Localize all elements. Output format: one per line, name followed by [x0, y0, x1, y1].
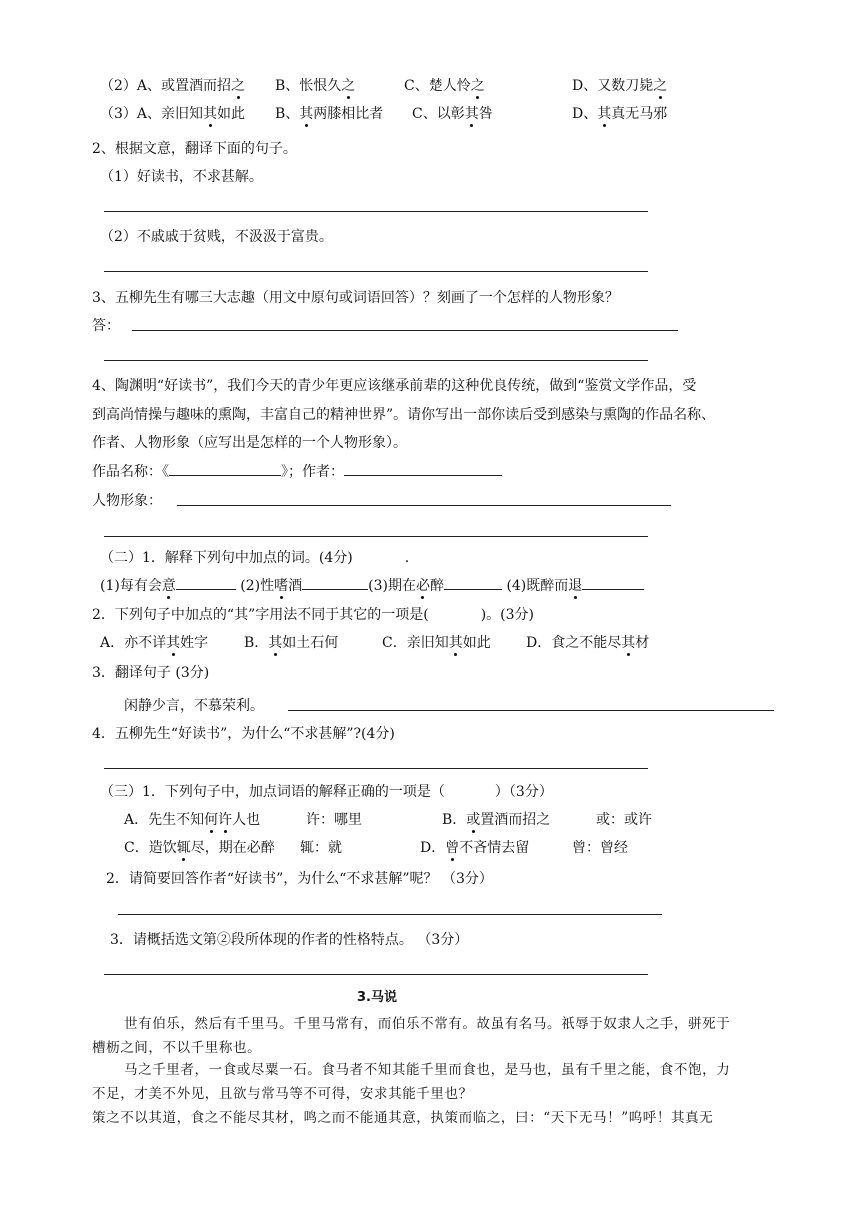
passage-line: 槽枥之间，不以千里称也。 — [92, 1040, 262, 1056]
part3-q1-option-a-gloss: 许：哪里 — [306, 812, 362, 828]
q2-sentence-2: （2）不戚戚于贫贱，不汲汲于富贵。 — [100, 229, 333, 245]
q3-stem: 3、五柳先生有哪三大志趣（用文中原句或词语回答）？刻画了一个怎样的人物形象？ — [92, 290, 619, 306]
q1-row-3-option-b: B、其两膝相比者 — [275, 106, 384, 122]
part3-q1-option-d: D．曾不吝情去留 — [420, 840, 530, 856]
character-label: 人物形象： — [92, 493, 162, 509]
answer-blank[interactable] — [582, 575, 644, 590]
q1-row-2-option-c: C、楚人怜之 — [404, 78, 485, 94]
answer-blank[interactable] — [176, 575, 236, 590]
answer-line[interactable] — [177, 505, 671, 506]
part3-q1-option-b-gloss: 或：或许 — [596, 812, 652, 828]
part2-q2-stem: 2．下列句子中加点的“其”字用法不同于其它的一项是( )。(3分) — [92, 607, 534, 623]
part2-q2-option-b: B．其如土石何 — [244, 635, 339, 651]
part2-q3-stem: 3．翻译句子 (3分) — [92, 665, 210, 681]
answer-line[interactable] — [132, 330, 678, 331]
q1-row-2-option-b: B、怅恨久之 — [275, 78, 356, 94]
part3-q1-option-b: B．或置酒而招之 — [442, 812, 551, 828]
q1-row-2-option-d: D、又数刀毙之 — [572, 78, 668, 94]
answer-line[interactable] — [104, 974, 648, 975]
part2-q3-sentence: 闲静少言，不慕荣利。 — [124, 698, 264, 714]
passage-line: 不足，才美不外见，且欲与常马等不可得，安求其能千里也？ — [92, 1086, 473, 1102]
part2-q1-stem: （二）1．解释下列句中加点的词。(4分) . — [100, 550, 410, 566]
part2-q4-stem: 4．五柳先生“好读书”，为什么“不求甚解”?(4分) — [92, 726, 395, 742]
q2-stem: 2、根据文意，翻译下面的句子。 — [92, 141, 297, 157]
answer-line[interactable] — [104, 360, 648, 361]
answer-line[interactable] — [104, 536, 648, 537]
part3-q3-stem: 3．请概括选文第②段所体现的作者的性格特点。 （3分） — [110, 932, 469, 948]
passage-line: 世有伯乐，然后有千里马。千里马常有，而伯乐不常有。故虽有名马。祇辱于奴隶人之手，骈死于 — [124, 1016, 731, 1032]
answer-line[interactable] — [104, 768, 648, 769]
author-blank[interactable] — [344, 461, 502, 476]
part2-q2-option-a: A．亦不详其姓字 — [100, 635, 209, 651]
passage-title: 3.马说 — [357, 990, 397, 1005]
answer-label: 答： — [92, 318, 120, 334]
part3-q1-stem: （三）1．下列句子中，加点词语的解释正确的一项是（ ）（3分） — [100, 784, 553, 800]
answer-line[interactable] — [104, 271, 648, 272]
part3-q1-option-c-gloss: 辄：就 — [300, 840, 342, 856]
answer-line[interactable] — [118, 914, 662, 915]
part2-q2-option-d: D．食之不能尽其材 — [526, 635, 650, 651]
passage-line: 马之千里者，一食或尽粟一石。食马者不知其能千里而食也，是马也，虽有千里之能，食不饱，力 — [124, 1062, 731, 1078]
q2-sentence-1: （1）好读书，不求甚解。 — [100, 169, 263, 185]
q1-row-3: （3）A、亲旧知其如此 — [100, 106, 246, 122]
part2-q1-items: (1)每有会意 (2)性嗜酒 (3)期在必醉 (4)既醉而退 — [100, 575, 644, 596]
answer-blank[interactable] — [444, 575, 502, 590]
q1-row-3-option-d: D、其真无马邪 — [572, 106, 668, 122]
q1-row-2: （2）A、或置酒而招之 — [100, 78, 246, 94]
part3-q1-option-a: A．先生不知何许人也 — [124, 812, 261, 828]
part3-q2-stem: 2．请简要回答作者“好读书”，为什么“不求甚解”呢？ （3分） — [106, 871, 493, 887]
part3-q1-option-c: C．造饮辄尽，期在必醉 — [124, 840, 275, 856]
answer-blank[interactable] — [302, 575, 368, 590]
q4-line-1: 4、陶渊明“好读书”，我们今天的青少年更应该继承前辈的这种优良传统，做到“鉴赏文学作品，受 — [92, 378, 697, 394]
work-name-blank[interactable] — [169, 461, 281, 476]
q4-line-2: 到高尚情操与趣味的熏陶，丰富自己的精神世界”。请你写出一部你读后受到感染与熏陶的作品名称、 — [92, 407, 716, 423]
q1-row-3-option-c: C、以彰其咎 — [412, 106, 493, 122]
part3-q1-option-d-gloss: 曾：曾经 — [572, 840, 628, 856]
answer-line[interactable] — [104, 211, 648, 212]
passage-line: 策之不以其道，食之不能尽其材，鸣之而不能通其意，执策而临之，曰：“天下无马！”呜呼！其真无 — [92, 1110, 714, 1126]
q4-line-3: 作者、人物形象（应写出是怎样的一个人物形象）。 — [92, 435, 407, 451]
answer-line[interactable] — [288, 710, 774, 711]
work-field-row: 作品名称：《 》；作者： — [92, 461, 502, 482]
part2-q2-option-c: C．亲旧知其如此 — [382, 635, 491, 651]
